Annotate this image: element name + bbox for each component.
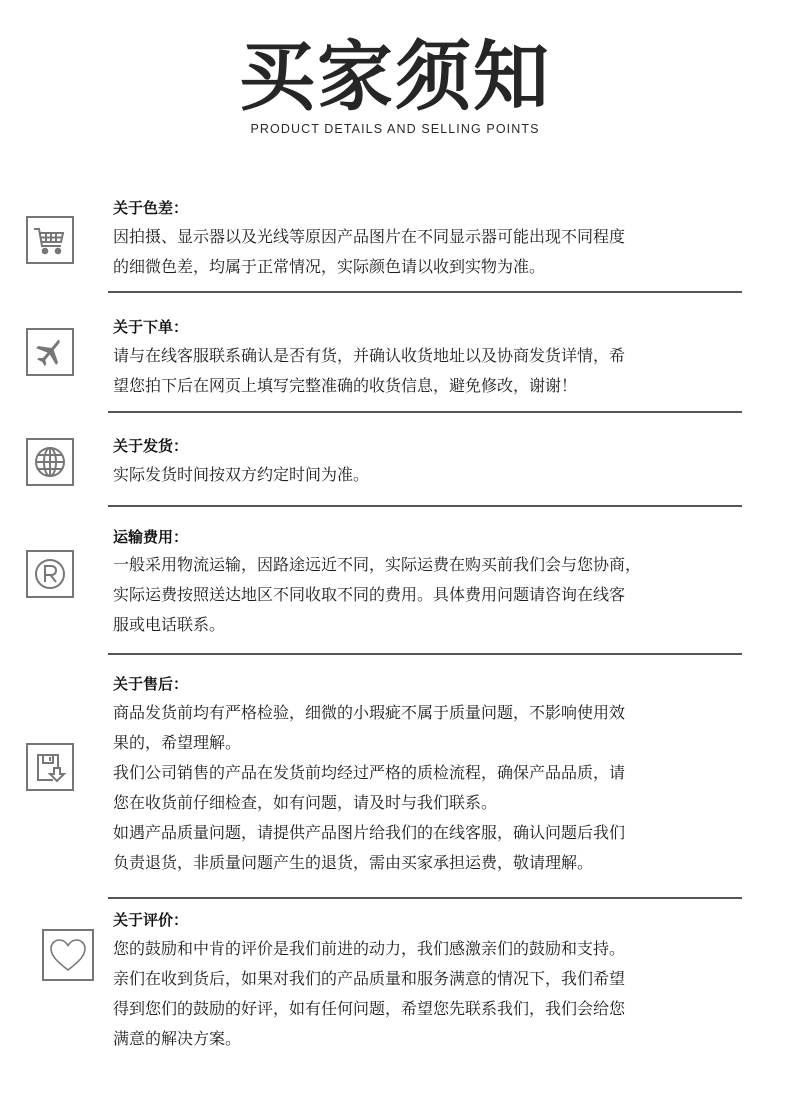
section-body-shipping	[113, 460, 725, 490]
section-body-review	[113, 934, 725, 1054]
download-save-icon	[33, 750, 67, 784]
divider	[108, 653, 742, 655]
freight-icon-box	[26, 550, 74, 598]
globe-icon	[33, 445, 67, 479]
body-line: 服或电话联系。	[113, 615, 226, 634]
body-line: 得到您们的鼓励的好评，如有任何问题，希望您先联系我们，我们会给您	[113, 999, 626, 1018]
body-line: 负责退货，非质量问题产生的退货，需由买家承担运费，敬请理解。	[113, 853, 594, 872]
body-line: 如遇产品质量问题，请提供产品图片给我们的在线客服，确认问题后我们	[113, 823, 626, 842]
color-difference-icon-box	[26, 216, 74, 264]
review-icon-box	[42, 929, 94, 981]
section-body-freight	[113, 550, 725, 640]
section-title-after-sales: 关于售后：	[113, 675, 189, 693]
body-line: 商品发货前均有严格检验，细微的小瑕疵不属于质量问题，不影响使用效	[113, 703, 626, 722]
shipping-icon-box	[26, 438, 74, 486]
divider	[108, 291, 742, 293]
body-line: 果的，希望理解。	[113, 733, 242, 752]
section-title-color: 关于色差：	[113, 199, 189, 217]
body-line: 满意的解决方案。	[113, 1029, 242, 1048]
section-title-freight: 运输费用：	[113, 528, 189, 546]
section-body-color	[113, 222, 725, 282]
divider	[108, 897, 742, 899]
body-line: 实际运费按照送达地区不同收取不同的费用。具体费用问题请咨询在线客	[113, 585, 626, 604]
body-line: 一般采用物流运输，因路途远近不同，实际运费在购买前我们会与您协商，	[113, 555, 642, 574]
airplane-icon	[33, 335, 67, 369]
body-line: 实际发货时间按双方约定时间为准。	[113, 465, 370, 484]
section-title-shipping: 关于发货：	[113, 437, 189, 455]
section-body-after-sales	[113, 698, 725, 878]
after-sales-icon-box	[26, 743, 74, 791]
section-body-order	[113, 341, 725, 401]
body-line: 请与在线客服联系确认是否有货，并确认收货地址以及协商发货详情，希	[113, 346, 626, 365]
section-title-review: 关于评价：	[113, 911, 189, 929]
shopping-cart-icon	[32, 224, 68, 256]
divider	[108, 505, 742, 507]
page-subtitle: PRODUCT DETAILS AND SELLING POINTS	[250, 122, 540, 136]
body-line: 您的鼓励和中肯的评价是我们前进的动力，我们感激亲们的鼓励和支持。	[113, 939, 626, 958]
divider	[108, 411, 742, 413]
body-line: 您在收货前仔细检查，如有问题，请及时与我们联系。	[113, 793, 498, 812]
section-title-order: 关于下单：	[113, 318, 189, 336]
body-line: 望您拍下后在网页上填写完整准确的收货信息，避免修改，谢谢！	[113, 376, 578, 395]
body-line: 的细微色差，均属于正常情况，实际颜色请以收到实物为准。	[113, 257, 546, 276]
registered-icon	[33, 557, 67, 591]
body-line: 我们公司销售的产品在发货前均经过严格的质检流程，确保产品品质，请	[113, 763, 626, 782]
order-icon-box	[26, 328, 74, 376]
page-title: 买家须知	[239, 32, 551, 121]
heart-icon	[48, 937, 88, 973]
body-line: 亲们在收到货后，如果对我们的产品质量和服务满意的情况下，我们希望	[113, 969, 626, 988]
body-line: 因拍摄、显示器以及光线等原因产品图片在不同显示器可能出现不同程度	[113, 227, 626, 246]
